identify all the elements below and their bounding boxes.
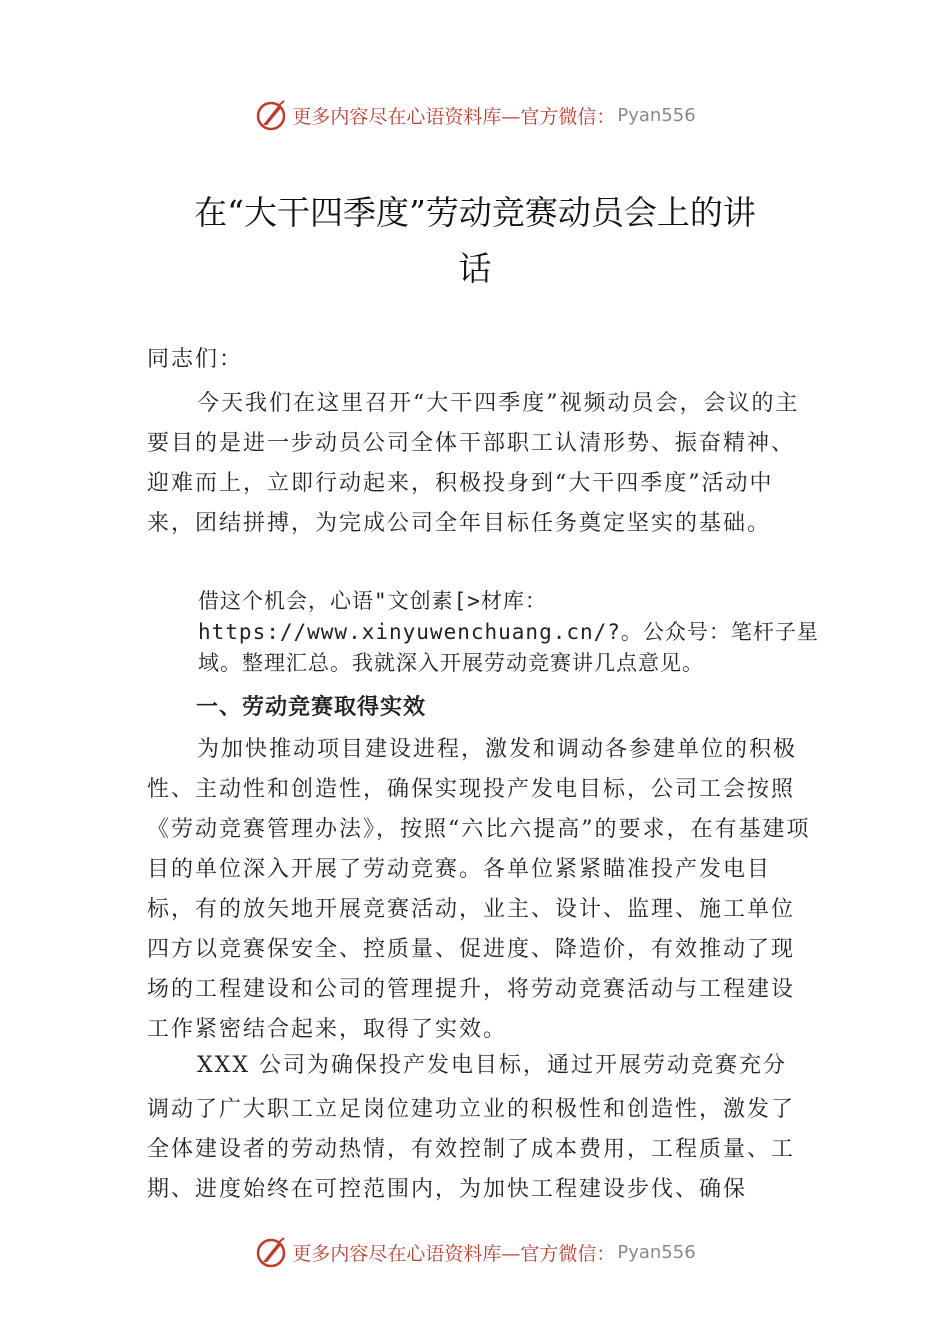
- header-banner: [0, 95, 950, 135]
- title-line-1: 在“大干四季度”劳动竞赛动员会上的讲: [194, 193, 756, 232]
- paragraph-4-continuation: 调动了广大职工立足岗位建功立业的积极性和创造性，激发了全体建设者的劳动热情，有效控制了成本费用，工程质量、工期、进度始终在可控范围内，为加快工程建设步伐、确保: [147, 1097, 796, 1202]
- quill-logo-icon: [254, 1235, 288, 1269]
- title-line-2: 话: [458, 249, 492, 288]
- paragraph-4-first-line: [147, 1047, 817, 1085]
- page-title: [0, 185, 950, 297]
- paragraph-4-line1-text: XXX 公司为确保投产发电目标，通过开展劳动竞赛充分: [197, 1053, 787, 1078]
- greeting: 同志们：: [147, 347, 244, 372]
- paragraph-3: [147, 730, 817, 1050]
- quill-logo-icon: [254, 98, 288, 132]
- paragraph-3-text: 为加快推动项目建设进程，激发和调动各参建单位的积极性、主动性和创造性，确保实现投产发电目标，公司工会按照《劳动竞赛管理办法》，按照“六比六提高”的要求，在有基建项目的单位深入开展了劳动竞赛。各单位紧紧瞄准投产发电目标，有的放矢地开展竞赛活动，业主、设计、监理、施工单位四方以竞赛保安全、控质量、促进度、降造价，有效推动了现场的工程建设和公司的管理提升，将劳动竞赛活动与工程建设工作紧密结合起来，取得了实效。: [147, 737, 811, 1042]
- paragraph-1-text: 今天我们在这里召开“大干四季度”视频动员会，会议的主要目的是进一步动员公司全体干部职工认清形势、振奋精神、迎难而上，立即行动起来，积极投身到“大干四季度”活动中来，团结拼搏，为完成公司全年目标任务奠定坚实的基础。: [147, 391, 800, 536]
- section-heading-1: 一、劳动竞赛取得实效: [196, 695, 427, 720]
- banner-text: 更多内容尽在心语资料库—官方微信：: [292, 1242, 616, 1265]
- banner-text: 更多内容尽在心语资料库—官方微信：: [292, 105, 616, 128]
- footer-banner: [0, 1232, 950, 1272]
- paragraph-2: 借这个机会，心语"文创素[>材库：https://www.xinyuwenchuang.cn/?。公众号：笔杆子星域。整理汇总。我就深入开展劳动竞赛讲几点意见。: [198, 589, 819, 675]
- paragraph-1: [147, 384, 817, 544]
- banner-wechat-id: Pyan556: [617, 1241, 696, 1263]
- banner-wechat-id: Pyan556: [617, 104, 696, 126]
